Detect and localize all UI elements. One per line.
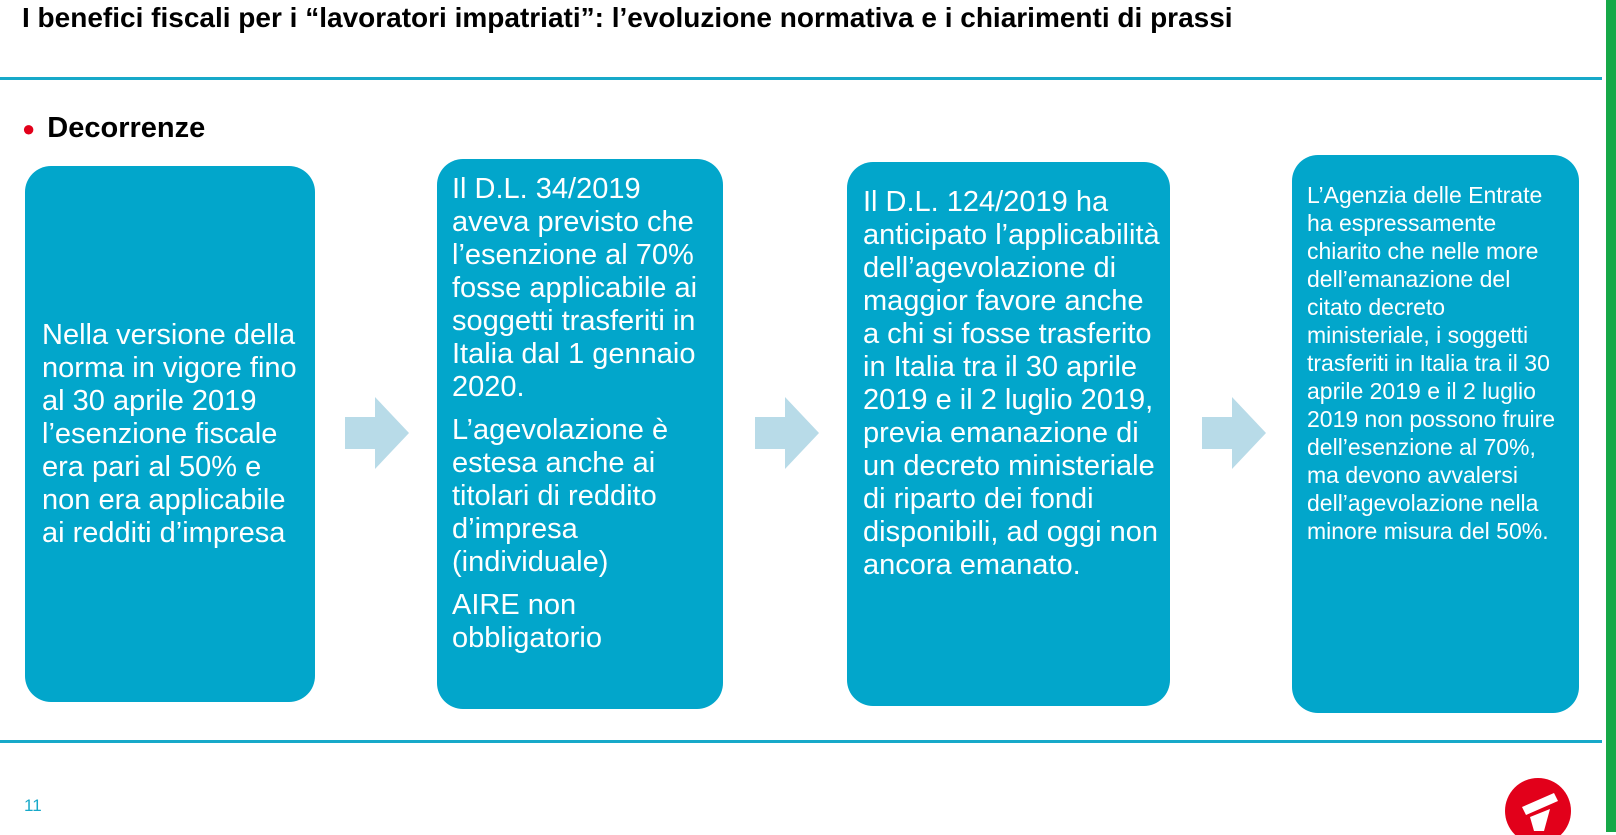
arrow-right-icon (1202, 397, 1266, 469)
step-box-2 (437, 159, 723, 709)
arrow-right-icon (345, 397, 409, 469)
bullet-icon: ● (22, 115, 36, 141)
step-box-4 (1292, 155, 1579, 713)
slide-title: I benefici fiscali per i “lavoratori impatriati”: l’evoluzione normativa e i chiarimenti di prassi (22, 2, 1233, 33)
step-2-text-1: Il D.L. 34/2019 aveva previsto che l’esenzione al 70% fosse applicabile ai soggetti trasferiti in Italia dal 1 gennaio 2020. (452, 173, 698, 403)
right-edge-bar (1606, 0, 1616, 832)
page-number: 11 (24, 796, 42, 815)
step-3-text: Il D.L. 124/2019 ha anticipato l’applicabilità dell’agevolazione di maggior favore anche a chi si fosse trasferito in Italia tra il 30 aprile 2019 e il 2 luglio 2019, previa emanazione di un decreto ministeriale di riparto dei fondi disponibili, ad oggi non ancora emanato. (863, 186, 1160, 581)
section-heading-label: Decorrenze (47, 112, 206, 144)
section-heading (22, 112, 205, 145)
unicredit-logo (1504, 777, 1572, 835)
top-divider (0, 77, 1602, 80)
step-box-1 (25, 166, 315, 702)
step-box-3 (847, 162, 1170, 706)
step-4-text: L’Agenzia delle Entrate ha espressamente chiarito che nelle more dell’emanazione del citato decreto ministeriale, i soggetti trasferiti in Italia tra il 30 aprile 2019 e il 2 luglio 2019 non possono fruire dell’esenzione al 70%, ma devono avvalersi dell’agevolazione nella minore misura del 50%. (1307, 182, 1556, 544)
bottom-divider (0, 740, 1602, 743)
step-2-text-2: L’agevolazione è estesa anche ai titolari di reddito d’impresa (individuale) (452, 414, 669, 578)
step-2-text-3: AIRE non obbligatorio (452, 589, 602, 654)
step-1-text: Nella versione della norma in vigore fino al 30 aprile 2019 l’esenzione fiscale era pari al 50% e non era applicabile ai redditi d’impresa (42, 318, 297, 549)
arrow-right-icon (755, 397, 819, 469)
